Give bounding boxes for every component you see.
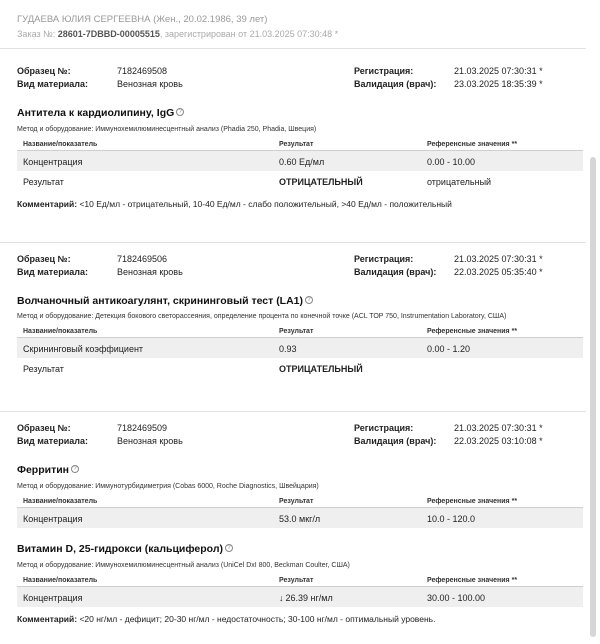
col-result-header: Результат xyxy=(279,328,314,335)
registration-date: 21.03.2025 07:30:31 * xyxy=(454,423,543,433)
row-result-value: 26.39 нг/мл xyxy=(285,593,333,603)
sample-label: Образец №: xyxy=(17,66,71,76)
test-title xyxy=(17,464,79,476)
patient-info: ГУДАЕВА ЮЛИЯ СЕРГЕЕВНА (Жен., 20.02.1986, 39 лет) xyxy=(17,14,268,25)
scrollbar[interactable] xyxy=(590,157,596,637)
validation-date: 23.03.2025 18:35:39 * xyxy=(454,79,543,89)
info-icon[interactable]: ? xyxy=(71,465,79,473)
row-ref: 0.00 - 10.00 xyxy=(427,157,476,167)
results-table xyxy=(17,495,583,528)
col-name-header: Название/показатель xyxy=(23,498,98,505)
material-label: Вид материала: xyxy=(17,436,88,446)
col-result-header: Результат xyxy=(279,141,314,148)
test-title-text: Антитела к кардиолипину, IgG xyxy=(17,107,175,119)
registration-label: Регистрация: xyxy=(354,66,414,76)
sample-meta xyxy=(17,423,583,451)
sample-meta xyxy=(17,254,583,282)
arrow-down-icon: ↓ xyxy=(279,593,284,603)
divider xyxy=(0,242,586,243)
page-header xyxy=(0,0,600,48)
test-method: Метод и оборудование: Иммунотурбидиметрия (Cobas 6000, Roche Diagnostics, Швейцария) xyxy=(17,483,319,490)
row-name: Концентрация xyxy=(23,157,83,167)
sample-meta xyxy=(17,66,583,94)
order-number: 28601-7DBBD-00005515 xyxy=(57,29,160,39)
row-name: Результат xyxy=(23,177,64,187)
divider xyxy=(0,411,586,412)
table-row xyxy=(17,358,583,378)
comment-label: Комментарий: xyxy=(17,614,78,624)
results-table xyxy=(17,138,583,191)
row-result: 0.93 xyxy=(279,344,297,354)
test-title xyxy=(17,107,184,119)
test-title xyxy=(17,295,313,307)
sample-number: 7182469509 xyxy=(117,423,168,433)
test-method: Метод и оборудование: Иммунохемилюминесцентный анализ (UniCel DxI 800, Beckman Coulter, США) xyxy=(17,562,350,569)
row-ref: 10.0 - 120.0 xyxy=(427,514,476,524)
sample-number: 7182469508 xyxy=(117,66,168,76)
row-result: 0.60 Ед/мл xyxy=(279,157,325,167)
comment-text: <10 Ед/мл - отрицательный, 10-40 Ед/мл - слабо положительный, >40 Ед/мл - положительный xyxy=(79,199,452,209)
row-result: 53.0 мкг/л xyxy=(279,514,321,524)
material-value: Венозная кровь xyxy=(117,79,183,89)
material-value: Венозная кровь xyxy=(117,436,183,446)
row-name: Скрининговый коэффициент xyxy=(23,344,144,354)
registration-date: 21.03.2025 07:30:31 * xyxy=(454,66,543,76)
table-row xyxy=(17,338,583,358)
order-prefix: Заказ №: xyxy=(17,29,56,39)
validation-date: 22.03.2025 03:10:08 * xyxy=(454,436,543,446)
row-ref: 30.00 - 100.00 xyxy=(427,593,486,603)
row-result: ОТРИЦАТЕЛЬНЫЙ xyxy=(279,177,363,187)
validation-date: 22.03.2025 05:35:40 * xyxy=(454,267,543,277)
order-info xyxy=(17,29,338,39)
test-title-text: Витамин D, 25-гидрокси (кальциферол) xyxy=(17,543,223,555)
info-icon[interactable]: ? xyxy=(176,108,184,116)
validation-label: Валидация (врач): xyxy=(354,267,437,277)
col-result-header: Результат xyxy=(279,577,314,584)
col-result-header: Результат xyxy=(279,498,314,505)
registration-label: Регистрация: xyxy=(354,254,414,264)
col-ref-header: Референсные значения ** xyxy=(427,328,518,335)
col-name-header: Название/показатель xyxy=(23,577,98,584)
registration-label: Регистрация: xyxy=(354,423,414,433)
comment-label: Комментарий: xyxy=(17,199,78,209)
test-comment xyxy=(17,199,452,209)
divider xyxy=(0,48,586,49)
test-title-text: Ферритин xyxy=(17,464,70,476)
table-row xyxy=(17,171,583,191)
test-method: Метод и оборудование: Детекция бокового светорассеяния, определение процента по конечной точке (ACL TOP 750, Instrumentation Laboratory, США) xyxy=(17,313,507,320)
material-label: Вид материала: xyxy=(17,79,88,89)
test-title xyxy=(17,543,233,555)
col-ref-header: Референсные значения ** xyxy=(427,141,518,148)
table-header xyxy=(17,574,583,587)
test-comment xyxy=(17,614,435,624)
registration-date: 21.03.2025 07:30:31 * xyxy=(454,254,543,264)
table-header xyxy=(17,495,583,508)
comment-text: <20 нг/мл - дефицит; 20-30 нг/мл - недостаточность; 30-100 нг/мл - оптимальный уровень. xyxy=(79,614,436,624)
col-name-header: Название/показатель xyxy=(23,141,98,148)
table-row xyxy=(17,587,583,607)
order-registered: , зарегистрирован от 21.03.2025 07:30:48 * xyxy=(159,29,339,39)
test-title-text: Волчаночный антикоагулянт, скрининговый тест (LA1) xyxy=(17,295,304,307)
validation-label: Валидация (врач): xyxy=(354,436,437,446)
col-name-header: Название/показатель xyxy=(23,328,98,335)
row-ref: отрицательный xyxy=(427,177,492,187)
row-name: Концентрация xyxy=(23,593,83,603)
material-label: Вид материала: xyxy=(17,267,88,277)
row-name: Концентрация xyxy=(23,514,83,524)
sample-number: 7182469506 xyxy=(117,254,168,264)
table-row xyxy=(17,508,583,528)
sample-label: Образец №: xyxy=(17,254,71,264)
material-value: Венозная кровь xyxy=(117,267,183,277)
col-ref-header: Референсные значения ** xyxy=(427,577,518,584)
table-header xyxy=(17,325,583,338)
test-method: Метод и оборудование: Иммунохемилюминесцентный анализ (Phadia 250, Phadia, Швеция) xyxy=(17,126,317,133)
results-table xyxy=(17,574,583,607)
table-row xyxy=(17,151,583,171)
info-icon[interactable]: ? xyxy=(305,296,313,304)
table-header xyxy=(17,138,583,151)
row-ref: 0.00 - 1.20 xyxy=(427,344,471,354)
row-name: Результат xyxy=(23,364,64,374)
col-ref-header: Референсные значения ** xyxy=(427,498,518,505)
row-result: ОТРИЦАТЕЛЬНЫЙ xyxy=(279,364,363,374)
results-table xyxy=(17,325,583,378)
row-result xyxy=(279,593,333,603)
sample-label: Образец №: xyxy=(17,423,71,433)
info-icon[interactable]: ? xyxy=(225,544,233,552)
validation-label: Валидация (врач): xyxy=(354,79,437,89)
